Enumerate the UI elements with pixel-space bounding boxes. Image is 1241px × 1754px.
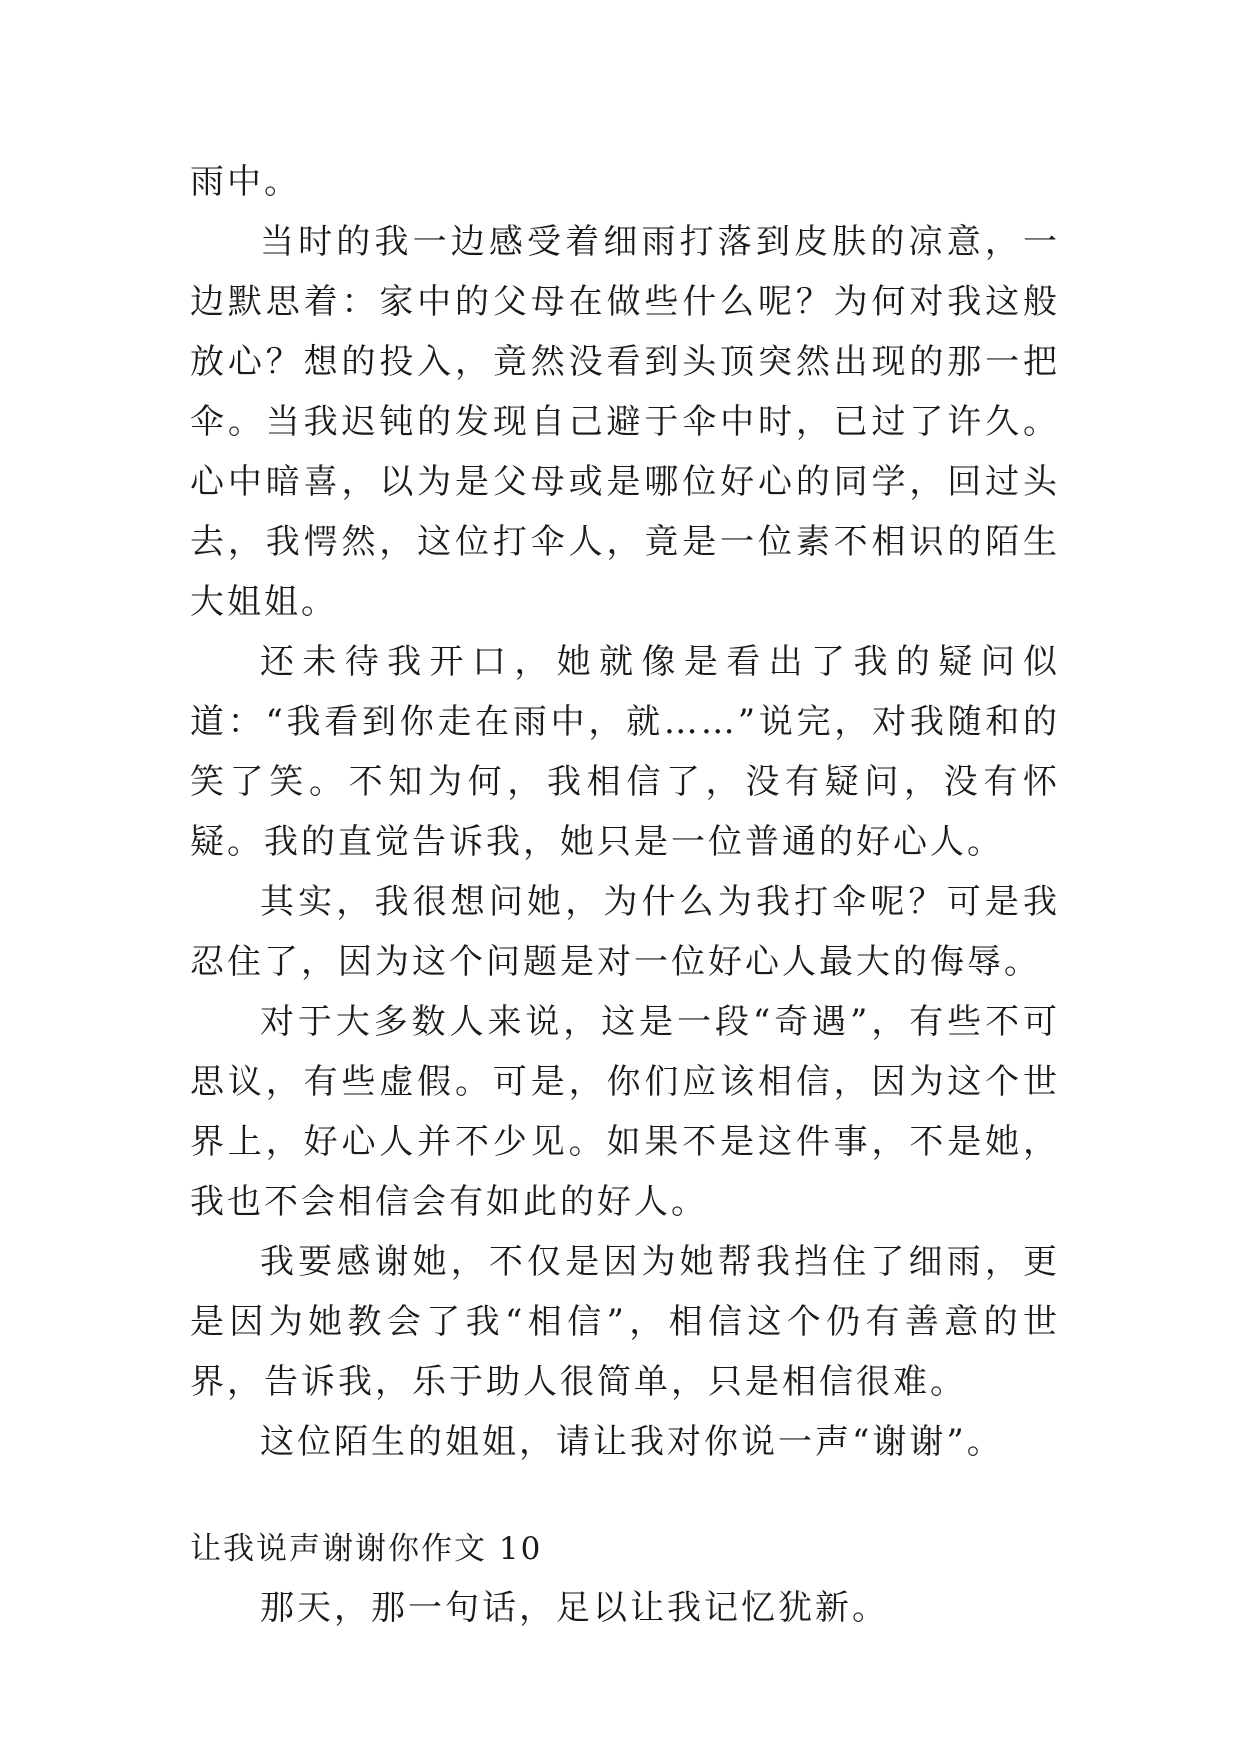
section-first-paragraph: 那天，那一句话，足以让我记忆犹新。 — [260, 1588, 889, 1628]
paragraph-stranger-speaks: 还未待我开口，她就像是看出了我的疑问似道：“我看到你走在雨中，就……”说完，对我随和的笑了笑。不知为何，我相信了，没有疑问，没有怀疑。我的直觉告诉我，她只是一位普通的好心人。 — [190, 642, 1060, 862]
document-page — [190, 152, 1060, 1638]
paragraph-gratitude: 我要感谢她，不仅是因为她帮我挡住了细雨，更是因为她教会了我“相信”，相信这个仍有善意的世界，告诉我，乐于助人很简单，只是相信很难。 — [190, 1242, 1060, 1402]
section-title: 让我说声谢谢你作文 10 — [190, 1531, 543, 1567]
paragraph-question: 其实，我很想问她，为什么为我打伞呢？可是我忍住了，因为这个问题是对一位好心人最大的侮辱。 — [190, 882, 1060, 982]
paragraph-umbrella: 当时的我一边感受着细雨打落到皮肤的凉意，一边默思着：家中的父母在做些什么呢？为何对我这般放心？想的投入，竟然没看到头顶突然出现的那一把伞。当我迟钝的发现自己避于伞中时，已过了许久。心中暗喜，以为是父母或是哪位好心的同学，回过头去，我愕然，这位打伞人，竟是一位素不相识的陌生大姐姐。 — [190, 222, 1060, 622]
paragraph-encounter: 对于大多数人来说，这是一段“奇遇”，有些不可思议，有些虚假。可是，你们应该相信，因为这个世界上，好心人并不少见。如果不是这件事，不是她，我也不会相信会有如此的好人。 — [190, 1002, 1060, 1222]
paragraph-thanks: 这位陌生的姐姐，请让我对你说一声“谢谢”。 — [260, 1422, 1004, 1462]
paragraph-continuation: 雨中。 — [190, 162, 301, 202]
